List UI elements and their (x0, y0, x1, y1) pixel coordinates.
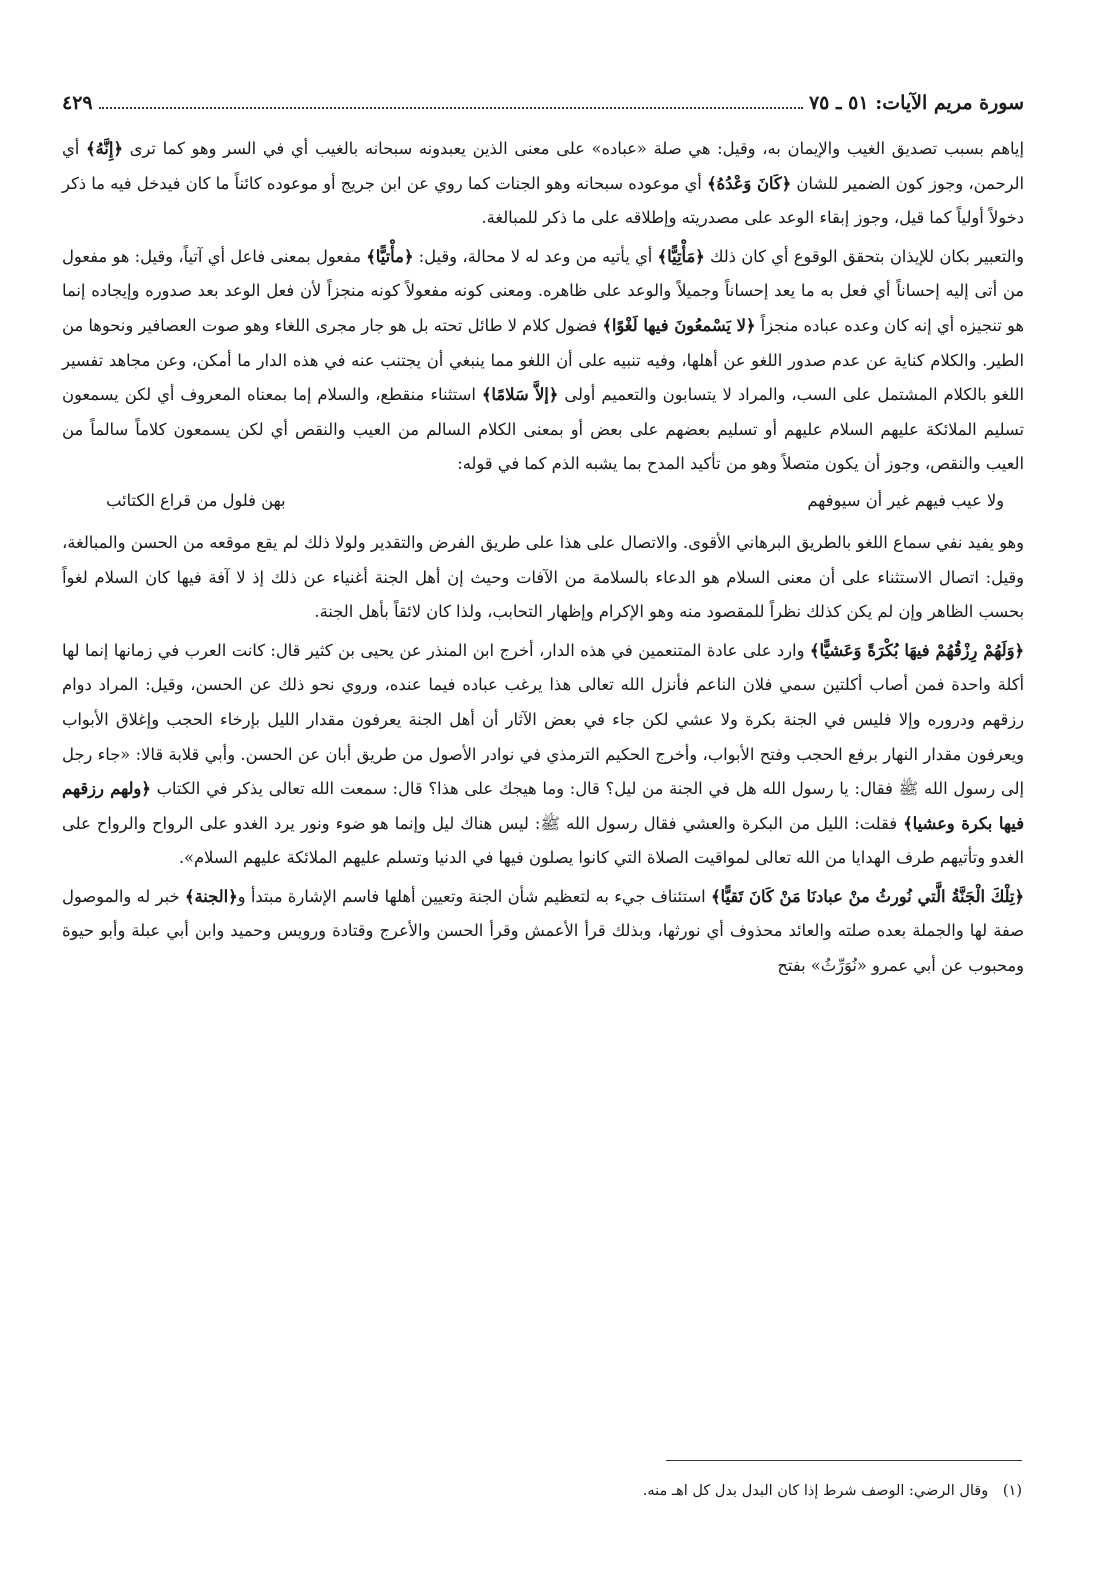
verse-second-hemistich: بهن فلول من قراع الكتائب (106, 490, 286, 510)
commentary-text: استثناء منقطع، والسلام إما بمعناه المعروف أي لكن يسمعون تسليم الملائكة عليهم السلام عليهم أو تسليم بعضهم على بعض أو بمعنى الكلام السالم من العيب والنقص أي لكن يسمعون كلاماً سالماً من العيب والنقص، وجوز أن يكون متصلاً وهو من تأكيد المدح بما يشبه الذم كما في قوله: (62, 385, 1024, 474)
paragraph (62, 880, 1024, 984)
quran-quote: ﴿ولهم رزقهم فيها بكرة وعشيا﴾ (62, 779, 1024, 833)
commentary-text: والتعبير بكان للإيذان بتحقق الوقوع أي كان ذلك (704, 246, 1024, 266)
quran-quote: ﴿مَأْتِيًّا﴾ (657, 246, 705, 266)
quran-quote: ﴿وَلَهُمْ رِزْقُهُمْ فيهَا بُكْرَةً وَعَشيًّا﴾ (809, 640, 1024, 660)
commentary-text: خبر له والموصول صفة لها والجملة بعده صلته والعائد محذوف أي نورثها، وبذلك قرأ الأعمش وقرأ الحسن والأعرج وقتادة ورويس وحميد وابن أبي عبلة وأبو حيوة ومحبوب عن أبي عمرو «نُوَرِّثُ» بفتح (62, 886, 1024, 976)
text-block-after-verse (62, 526, 1024, 984)
header-leader-dots (99, 93, 803, 109)
quran-quote: ﴿الجنة﴾ (184, 886, 238, 906)
page (62, 92, 1024, 984)
page-body (62, 132, 1024, 984)
quran-quote: ﴿كَانَ وَعْدُهُ﴾ (707, 173, 792, 193)
commentary-text: أي يأتيه من وعد له لا محالة، وقيل: (413, 246, 658, 266)
quran-quote: ﴿مأْتيًّا﴾ (366, 246, 414, 266)
commentary-text: فضول كلام لا طائل تحته بل هو جار مجرى اللغاء وهو صوت العصافير ونحوها من الطير. والكلام كناية عن عدم صدور اللغو عن أهلها، وفيه تنبيه على أن اللغو مما ينبغي أن يجتنب عنه في هذه الدار ما أمكن، وعن مجاهد تفسير اللغو بالكلام المشتمل على السب، والمراد لا يتسابون والتعميم أولى (62, 315, 1024, 405)
commentary-text: وهو يفيد نفي سماع اللغو بالطريق البرهاني الأقوى. والاتصال على هذا على طريق الفرض والتقدير ولولا ذلك لم يقع موقعه من الحسن والمبالغة، وقيل: اتصال الاستثناء على أن معنى السلام هو الدعاء بالسلامة من الآفات وحيث إن أهل الجنة أغنياء عن ذلك إذ لا آفة فيها كان السلام لغواً بحسب الظاهر وإن لم يكن كذلك نظراً للمقصود منه وهو الإكرام وإظهار التحابب، ولذا كان لائقاً بأهل الجنة. (62, 532, 1024, 622)
footnote (82, 1478, 1022, 1504)
commentary-text: مفعول بمعنى فاعل أي آتياً، وقيل: هو مفعول من أتى إليه إحساناً أي فعل به ما يعد إحساناً وجميلاً والوعد على ظاهره. ومعنى كونه مفعولاً كونه منجزاً لأن فعل الوعد بعد صدوره وإيجاده إنما هو تنجيزه أي إنه كان وعده عباده منجزاً (62, 246, 1024, 335)
poetry-verse (62, 482, 1024, 526)
footnote-marker: (١) (1002, 1483, 1022, 1499)
commentary-text: أي موعوده سبحانه وهو الجنات كما روي عن ابن جريج أو موعوده كائناً ما كان فيدخل فيه ما ذكر دخولاً أولياً كما قيل، وجوز إبقاء الوعد على مصدريته وإطلاقه على ما ذكر للمبالغة. (62, 173, 1024, 228)
paragraph (62, 132, 1024, 236)
commentary-text: استئناف جيء به لتعظيم شأن الجنة وتعيين أهلها فاسم الإشارة مبتدأ و (237, 886, 711, 906)
quran-quote: ﴿لا يَسْمعُونَ فيها لَغْوًا﴾ (602, 315, 756, 335)
commentary-text: أي الرحمن، وجوز كون الضمير للشان (62, 139, 1024, 193)
running-header (62, 92, 1024, 132)
page-number: ٤٢٩ (62, 92, 93, 114)
paragraph (62, 634, 1024, 876)
quran-quote: ﴿إِنَّهُ﴾ (86, 139, 123, 158)
footnote-divider (666, 1460, 1022, 1461)
text-block-before-verse (62, 132, 1024, 482)
footnote-text: وقال الرضي: الوصف شرط إذا كان البدل بدل كل اهـ منه. (642, 1483, 989, 1499)
quran-quote: ﴿إلاَّ سَلامًا﴾ (481, 385, 559, 405)
commentary-text: فقلت: الليل من البكرة والعشي فقال رسول الله ﷺ: ليس هناك ليل وإنما هو ضوء ونور يرد الغدو على الرواح والرواح على الغدو وتأتيهم طرف الهدايا من الله تعالى لمواقيت الصلاة التي كانوا يصلون فيها في الدنيا وتسلم عليهم الملائكة عليهم السلام». (62, 813, 1024, 868)
verse-first-hemistich: ولا عيب فيهم غير أن سيوفهم (807, 490, 1004, 510)
commentary-text: وارد على عادة المتنعمين في هذه الدار، أخرج ابن المنذر عن يحيى بن كثير قال: كانت العرب في زمانها إنما لها أكلة واحدة فمن أصاب أكلتين سمي فلان الناعم فأنزل الله تعالى هذا يرغب عباده فيما عنده، وروي نحو ذلك عن الحسن، وقيل: المراد دوام رزقهم ودروره وإلا فليس في الجنة بكرة ولا عشي لكن جاء في بعض الآثار أن أهل الجنة يعرفون مقدار الليل بإرخاء الحجب وإغلاق الأبواب ويعرفون مقدار النهار برفع الحجب وفتح الأبواب، وأخرج الحكيم الترمذي في نوادر الأصول من طريق أبان عن الحسن. وأبي قلابة قالا: «جاء رجل إلى رسول الله ﷺ فقال: يا رسول الله هل في الجنة من ليل؟ قال: وما هيجك على هذا؟ قال: سمعت الله تعالى يذكر في الكتاب (62, 640, 1024, 799)
paragraph (62, 526, 1024, 630)
commentary-text: إياهم بسبب تصديق الغيب والإيمان به، وقيل: هي صلة «عباده» على معنى الذين يعبدونه سبحانه بالغيب أي في السر وهو كما ترى (122, 139, 1024, 158)
surah-title: سورة مريم الآيات: ٥١ ـ ٧٥ (808, 92, 1024, 114)
quran-quote: ﴿تِلْكَ الْجَنَّةُ الَّتي نُورثُ منْ عبادنَا مَنْ كَانَ تَقيًّا﴾ (710, 886, 1024, 906)
paragraph (62, 240, 1024, 482)
